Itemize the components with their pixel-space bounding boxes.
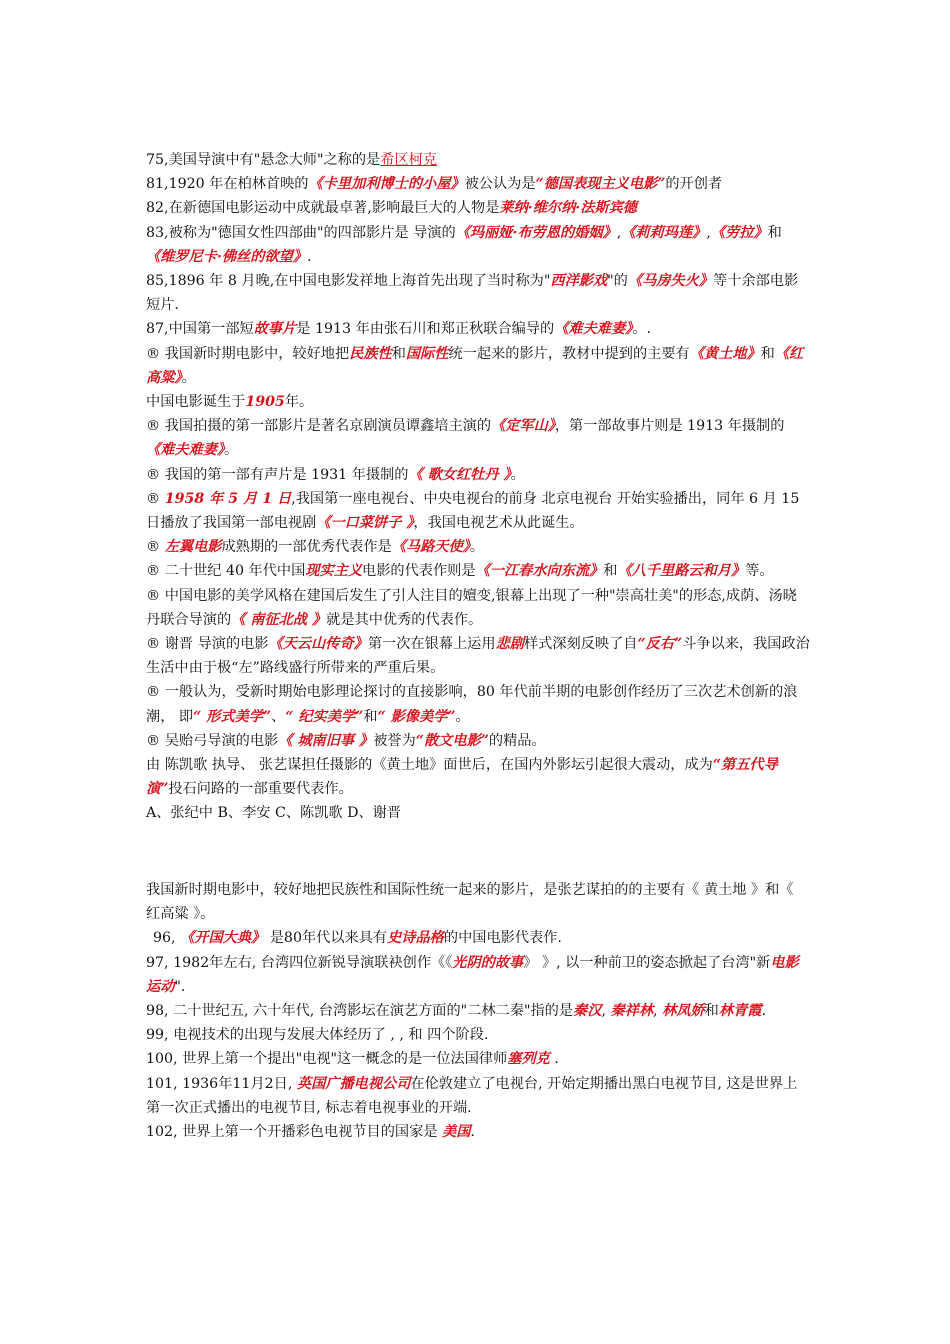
text-run: 》 》, 以一种前卫的姿态掀起了台湾"新 — [523, 954, 771, 971]
text-run: 82,在新德国电影运动中成就最卓著,影响最巨大的人物是 — [146, 200, 500, 217]
document-paragraph — [146, 463, 810, 487]
text-run: 由 陈凯歌 执导、 张艺谋担任摄影的《黄土地》面世后，在国内外影坛引起很大震动，成为 — [146, 757, 713, 774]
text-run: ® 我国新时期电影中，较好地把 — [146, 345, 350, 362]
text-run: 就是其中优秀的代表作。 — [326, 611, 483, 628]
highlighted-term: “德国表现主义电影” — [535, 176, 666, 193]
document-body — [146, 148, 810, 1144]
document-paragraph — [146, 172, 810, 196]
highlighted-term: 《玛丽娅·布劳恩的婚姻》 — [455, 224, 617, 241]
text-run: , — [706, 224, 711, 241]
highlighted-term: 《难夫难妻》 — [146, 442, 225, 459]
highlighted-term: 希区柯克 — [380, 152, 438, 168]
text-run: 在伦敦建立了电视台, 开始定期播出黑白电视节目, 这是世界上第一次正式播出的电视节目, 标志着电视事业的开端. — [146, 1075, 798, 1116]
document-paragraph — [146, 632, 810, 680]
text-run: . — [549, 1051, 559, 1068]
text-run: 和 — [391, 345, 406, 362]
highlighted-term: 秦祥林 — [610, 1003, 654, 1020]
text-run: ® 二十世纪 40 年代中国 — [146, 563, 306, 580]
highlighted-term: 《难夫难妻》 — [554, 321, 633, 338]
highlighted-term: 《维罗尼卡·佛丝的欲望》 — [146, 248, 308, 265]
document-paragraph — [146, 1023, 810, 1047]
highlighted-term: 英国广播电视公司 — [296, 1075, 411, 1092]
document-paragraph — [146, 196, 810, 220]
text-run: ". — [174, 978, 186, 995]
text-run: ® — [146, 539, 165, 556]
text-run: A、张纪中 B、李安 C、陈凯歌 D、谢晋 — [146, 805, 402, 822]
document-paragraph — [146, 414, 810, 462]
highlighted-term: 西洋影戏 — [550, 273, 608, 290]
highlighted-term: 《红高粱》 — [146, 345, 804, 386]
text-run: ® — [146, 490, 165, 507]
highlighted-term: 林青霞 — [718, 1003, 762, 1020]
document-paragraph — [146, 487, 810, 535]
document-paragraph — [146, 680, 810, 728]
text-run: 被公认为是 — [464, 176, 536, 193]
text-run: "的 — [607, 273, 628, 290]
text-run: 97, 1982年左右, 台湾四位新锐导演联袂创作《《 — [146, 954, 453, 971]
text-run: 年。 — [284, 394, 314, 411]
text-run: 和 — [767, 224, 782, 241]
text-run: ，第一部故事片则是 1913 年摄制的 — [554, 418, 785, 435]
text-run: . — [761, 1003, 766, 1020]
text-run: 75,美国导演中有"悬念大师"之称的是 — [146, 152, 381, 168]
document-paragraph — [146, 535, 810, 559]
text-run: 样式深刻反映了自 — [523, 636, 638, 653]
text-run: , — [601, 1003, 611, 1020]
text-run: , — [616, 224, 622, 241]
text-run: 102, 世界上第一个开播彩色电视节目的国家是 — [146, 1124, 442, 1141]
highlighted-term: 1958 年 5 月 1 日 — [164, 490, 292, 507]
text-run: 是 1913 年由张石川和郑正秋联合编导的 — [296, 321, 555, 338]
document-paragraph — [146, 1072, 810, 1120]
text-run: 和 — [363, 708, 378, 725]
text-run: 。 — [224, 442, 239, 459]
highlighted-term: 《开国大典》 — [180, 930, 266, 947]
document-paragraph — [146, 390, 810, 414]
highlighted-term: “ 影像美学” — [377, 708, 456, 725]
highlighted-term: 史诗品格 — [387, 930, 444, 947]
text-run: ® 吴贻弓导演的电影 — [146, 732, 279, 749]
highlighted-term: 《劳拉》 — [710, 224, 768, 241]
highlighted-term: 《莉莉玛莲》 — [621, 224, 707, 241]
document-paragraph — [146, 1047, 810, 1071]
highlighted-term: 左翼电影 — [164, 539, 222, 556]
document-paragraph — [146, 753, 810, 801]
highlighted-term: “第五代导演” — [146, 757, 778, 798]
document-paragraph — [146, 801, 810, 825]
document-paragraph — [146, 729, 810, 753]
text-run: 投石问路的一部重要代表作。 — [168, 781, 353, 798]
document-paragraph — [146, 317, 810, 341]
document-paragraph — [146, 840, 810, 864]
document-paragraph — [146, 342, 810, 390]
highlighted-term: 《八千里路云和月》 — [617, 563, 746, 580]
text-run: 第一次在银幕上运用 — [367, 636, 496, 653]
text-run: 101, 1936年11月2日, — [146, 1075, 297, 1092]
document-paragraph — [146, 926, 810, 950]
text-run: 96, — [153, 930, 181, 947]
text-run: ，我国电视艺术从此诞生。 — [413, 515, 584, 532]
document-paragraph — [146, 584, 810, 632]
text-run: 85,1896 年 8 月晚,在中国电影发祥地上海首先出现了当时称为" — [146, 273, 551, 290]
highlighted-term: 现实主义 — [305, 563, 363, 580]
document-paragraph — [146, 559, 810, 583]
text-run: 和 — [704, 1003, 719, 1020]
text-run: 83,被称为"德国女性四部曲"的四部影片是 导演的 — [146, 224, 456, 241]
highlighted-term: 《 歌女红牡丹 》 — [408, 466, 511, 483]
text-run: 等十余部电影短片. — [146, 273, 799, 314]
document-paragraph — [146, 148, 810, 172]
highlighted-term: 《一江春水向东流》 — [475, 563, 604, 580]
highlighted-term: 《卡里加利博士的小屋》 — [308, 176, 465, 193]
highlighted-term: 《一口菜饼子 》 — [316, 515, 414, 532]
text-run: 是80年代以来具有 — [265, 930, 388, 947]
text-run: 和 — [603, 563, 618, 580]
text-run: 。. — [632, 321, 651, 338]
text-run: 81,1920 年在柏林首映的 — [146, 176, 309, 193]
text-run: ® 我国拍摄的第一部影片是著名京剧演员谭鑫培主演的 — [146, 418, 492, 435]
text-run: 的精品。 — [488, 732, 546, 749]
text-run: 98, 二十世纪五, 六十年代, 台湾影坛在演艺方面的"二林二秦"指的是 — [146, 1003, 574, 1020]
text-run: ® 我国的第一部有声片是 1931 年摄制的 — [146, 466, 409, 483]
text-run: 的中国电影代表作. — [443, 930, 562, 947]
text-run: 的开创者 — [665, 176, 723, 193]
highlighted-term: 电影运动 — [146, 954, 799, 995]
text-run: 等。 — [745, 563, 774, 580]
text-run: 。 — [469, 539, 484, 556]
highlighted-term: 林凤娇 — [662, 1003, 705, 1020]
highlighted-term: 莱纳·维尔纳·法斯宾德 — [499, 200, 637, 217]
text-run: 100, 世界上第一个提出"电视"这一概念的是一位法国律师 — [146, 1051, 508, 1068]
highlighted-term: 秦汉 — [573, 1003, 602, 1020]
highlighted-term: 《天云山传奇》 — [268, 636, 368, 653]
text-run: ,我国第一座电视台、中央电视台的前身 北京电视台 开始实验播出，同年 6 月 15 日播放了我国第一部电视剧 — [146, 490, 800, 532]
text-run: 。 — [181, 369, 196, 386]
document-paragraph — [146, 269, 810, 317]
document-paragraph — [146, 878, 810, 926]
highlighted-term: “散文电影” — [415, 732, 489, 749]
highlighted-term: “反右” — [637, 636, 683, 653]
text-run: 斗争以来，我国政治生活中由于极“左”路线盛行所带来的严重后果。 — [146, 636, 810, 677]
highlighted-term: 悲剧 — [495, 636, 524, 653]
text-run: ® 谢晋 导演的电影 — [146, 636, 269, 653]
text-run: 我国新时期电影中，较好地把民族性和国际性统一起来的影片，是张艺谋拍的的主要有《 黄土地 》和《 红高粱 》。 — [146, 882, 794, 923]
text-run: 中国电影诞生于 — [146, 394, 246, 411]
highlighted-term: 光阴的故事 — [452, 954, 524, 971]
text-run: 被誉为 — [373, 732, 416, 749]
highlighted-term: 《马房失火》 — [627, 273, 714, 290]
text-run: 。 — [455, 708, 470, 725]
text-run: 99, 电视技术的出现与发展大体经历了 , , 和 四个阶段. — [146, 1027, 489, 1044]
highlighted-term: 《马路天使》 — [391, 539, 470, 556]
highlighted-term: “ 纪实美学” — [285, 708, 364, 725]
highlighted-term: 《 南征北战 》 — [231, 611, 327, 628]
text-run: , — [653, 1003, 663, 1020]
text-run: 、 — [271, 708, 286, 725]
highlighted-term: 美国 — [442, 1124, 471, 1141]
text-run: . — [470, 1124, 475, 1141]
text-run: 成熟期的一部优秀代表作是 — [221, 539, 392, 556]
highlighted-term: 《定军山》 — [491, 418, 555, 435]
document-paragraph — [146, 999, 810, 1023]
highlighted-term: 民族性 — [349, 345, 392, 362]
highlighted-term: 《 城南旧事 》 — [278, 732, 374, 749]
highlighted-term: 国际性 — [405, 345, 449, 362]
text-run: . — [307, 248, 312, 265]
text-run: ® 一般认为，受新时期始电影理论探讨的直接影响，80 年代前半期的电影创作经历了三次艺术创新的浪潮， 即 — [146, 684, 798, 725]
document-paragraph — [146, 221, 810, 269]
text-run: 87,中国第一部短 — [146, 321, 254, 338]
text-run: ® 中国电影的美学风格在建国后发生了引人注目的嬗变,银幕上出现了一种"崇高壮美"的形态,成荫、汤晓丹联合导演的 — [146, 587, 797, 628]
text-run: 。 — [510, 466, 525, 483]
text-run: 电影的代表作则是 — [362, 563, 476, 580]
text-run: 统一起来的影片，教材中提到的主要有 — [448, 345, 690, 362]
highlighted-term: “ 形式美学” — [193, 708, 272, 725]
highlighted-term: 1905 — [245, 394, 285, 411]
text-run: 和 — [760, 345, 775, 362]
document-paragraph — [146, 951, 810, 999]
highlighted-term: 塞列克 — [507, 1051, 550, 1068]
highlighted-term: 故事片 — [253, 321, 297, 338]
highlighted-term: 《黄土地》 — [689, 345, 761, 362]
document-paragraph — [146, 1120, 810, 1144]
